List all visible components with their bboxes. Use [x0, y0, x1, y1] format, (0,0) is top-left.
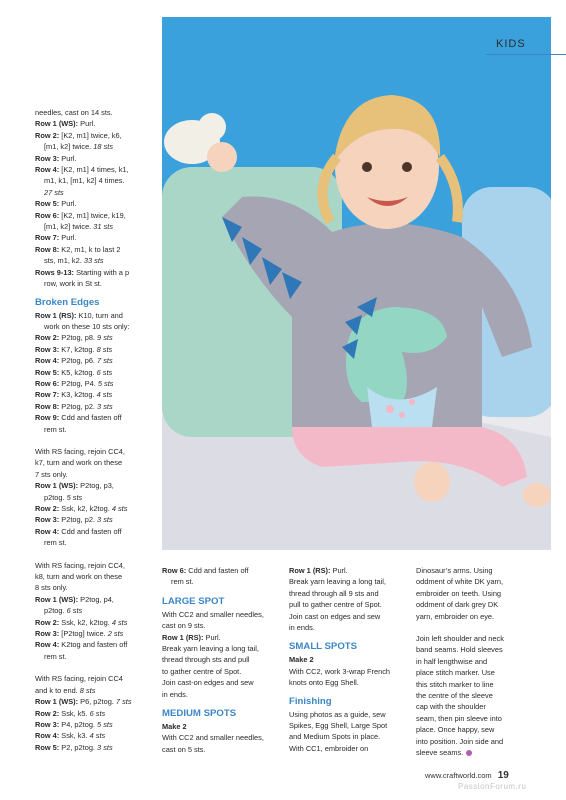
row-text: p2tog. — [44, 492, 67, 502]
row-text: and Medium Spots in place. — [289, 732, 381, 742]
row-label: Row 8: — [35, 244, 60, 254]
pattern-line — [35, 107, 155, 118]
row-text: P2tog, P4. — [59, 378, 98, 388]
stitch-count: 18 sts — [93, 142, 114, 152]
stitch-count: 4 sts — [111, 617, 128, 627]
pattern-line — [35, 457, 155, 468]
stitch-count: 8 sts — [79, 685, 96, 695]
row-text: sts, m1, k2. — [44, 256, 84, 266]
row-text: place stitch marker. Use — [416, 668, 495, 678]
pattern-line — [35, 401, 155, 412]
stitch-count: 27 sts — [44, 187, 64, 197]
sleeve-rows — [35, 107, 155, 290]
row-text: rem st. — [44, 538, 67, 548]
pattern-line — [35, 153, 155, 164]
row-text: K5, k2tog. — [59, 367, 97, 377]
medium-spots-continued — [289, 565, 411, 633]
row-text: 8 sts only. — [35, 583, 68, 593]
pattern-line — [35, 719, 155, 730]
pattern-line — [35, 332, 155, 343]
pattern-line — [35, 617, 155, 628]
medium-spots-instructions — [162, 721, 284, 755]
pattern-line — [35, 696, 155, 707]
pattern-line — [35, 175, 155, 186]
row-text: K7, k2tog. — [59, 344, 97, 354]
stitch-count: 6 sts — [89, 708, 106, 718]
row-text: P4, p2tog. — [59, 719, 98, 729]
page-footer — [425, 770, 509, 781]
pattern-line — [35, 651, 155, 662]
row-label: Row 4: — [35, 731, 60, 741]
pattern-line — [162, 732, 284, 743]
pattern-line — [35, 514, 155, 525]
pattern-line — [35, 582, 155, 593]
row-text: p2tog. — [44, 606, 67, 616]
row-label: Row 5: — [35, 742, 60, 752]
pattern-line — [35, 355, 155, 366]
row-text: oddment of dark grey DK — [416, 600, 499, 610]
pattern-line — [416, 565, 540, 576]
stitch-count: 33 sts — [83, 256, 104, 266]
row-text: cap with the shoulder — [416, 702, 486, 712]
pattern-line — [35, 571, 155, 582]
stitch-count: 4 sts — [96, 390, 113, 400]
stitch-count: 6 sts — [96, 367, 113, 377]
row-text: K10, turn and — [76, 310, 123, 320]
pattern-line — [35, 742, 155, 753]
pattern-line — [35, 278, 155, 289]
pattern-line — [162, 689, 284, 700]
finishing-continued — [416, 565, 540, 622]
row-text: Starting with a p — [74, 267, 130, 277]
row-label: Rows 9-13: — [35, 267, 75, 277]
pattern-line — [416, 576, 540, 587]
pattern-line — [35, 605, 155, 616]
row-label: Row 6: — [35, 210, 60, 220]
row-label: Row 2: — [35, 504, 60, 513]
pattern-line — [35, 344, 155, 355]
row-label: Row 1 (WS): — [35, 481, 79, 491]
row-text: Ssk, k5. — [59, 708, 90, 718]
pattern-line — [416, 701, 540, 712]
finishing-instructions — [289, 709, 411, 755]
row-text: m1, k1, [m1, k2] 4 times. — [44, 176, 125, 186]
row-text: 7 sts only. — [35, 469, 68, 479]
row-label: Row 3: — [35, 344, 60, 354]
row-text: P2tog, p4, — [78, 594, 114, 604]
pattern-line — [416, 667, 540, 678]
pattern-line — [416, 736, 540, 747]
pattern-line — [35, 730, 155, 741]
stitch-count: 5 sts — [66, 492, 83, 502]
row-text: Ssk, k2, k2tog. — [59, 504, 112, 513]
pattern-line — [416, 713, 540, 724]
row-text: knots onto Egg Shell. — [289, 678, 359, 688]
row-text: to gather centre of Spot. — [162, 666, 242, 676]
row-label: Row 6: — [35, 378, 60, 388]
row-text: Purl. — [59, 199, 77, 209]
pattern-line — [35, 221, 155, 232]
row-label: Row 1 (RS): — [162, 632, 204, 642]
pattern-line — [35, 310, 155, 321]
pattern-line — [289, 611, 411, 622]
row-label: Row 3: — [35, 515, 60, 525]
pattern-line — [35, 673, 155, 684]
stitch-count: 3 sts — [97, 515, 113, 525]
row-text: cast on 9 sts. — [162, 621, 206, 631]
row-label: Row 4: — [35, 165, 60, 175]
pattern-line — [416, 599, 540, 610]
pattern-line — [35, 130, 155, 141]
pattern-line — [35, 446, 155, 457]
pattern-line — [35, 255, 155, 266]
pattern-line — [289, 666, 411, 677]
row-text: pull to gather centre of Spot. — [289, 600, 382, 610]
row-text: [m1, k2] twice. — [44, 222, 94, 232]
pattern-line — [162, 643, 284, 654]
pattern-line — [35, 164, 155, 175]
row-label: Row 1 (WS): — [35, 119, 79, 129]
pattern-line — [35, 267, 155, 278]
row-label: Row 4: — [35, 356, 60, 366]
pattern-line — [35, 537, 155, 548]
stitch-count: 31 sts — [93, 222, 114, 232]
row-text: [P2tog] twice. — [59, 629, 108, 639]
row-label: Row 4: — [35, 640, 60, 650]
pattern-line — [416, 747, 540, 758]
pattern-line — [35, 594, 155, 605]
pattern-line — [289, 720, 411, 731]
making-up-instructions — [416, 633, 540, 758]
row-text: Break yarn leaving a long tail, — [289, 577, 386, 587]
row-text: With RS facing, rejoin CC4, — [35, 560, 125, 570]
section-tab-label: KIDS — [496, 38, 526, 50]
row-label: Row 7: — [35, 233, 60, 243]
row-label: Row 4: — [35, 526, 60, 536]
medium-spots-heading: MEDIUM SPOTS — [162, 708, 237, 720]
row-text: rem st. — [44, 424, 67, 434]
pattern-line — [416, 633, 540, 644]
pattern-line — [35, 378, 155, 389]
broken-edges-section-2 — [35, 446, 155, 549]
pattern-line — [162, 609, 284, 620]
stitch-count: 2 sts — [107, 629, 124, 639]
row-text: Cdd and fasten off — [59, 526, 122, 536]
row-text: sleeve seams. — [416, 748, 464, 758]
row-text: into position. Join side and — [416, 736, 504, 746]
row-text: and k to end. — [35, 685, 80, 695]
pattern-line — [35, 492, 155, 503]
row-text: [K2, m1] twice, k6, — [59, 130, 122, 140]
row-text: Purl. — [59, 153, 77, 163]
row-text: P2tog, p3, — [78, 481, 114, 491]
pattern-line — [35, 187, 155, 198]
row-text: [m1, k2] twice. — [44, 142, 94, 152]
row-text: With RS facing, rejoin CC4 — [35, 674, 123, 684]
stitch-count: 3 sts — [97, 742, 113, 752]
row-text: in half lengthwise and — [416, 656, 488, 666]
pattern-line — [162, 576, 284, 587]
row-text: [K2, m1] 4 times, k1, — [59, 165, 129, 175]
pattern-line — [289, 709, 411, 720]
row-label: Row 3: — [35, 629, 60, 639]
pattern-line — [289, 677, 411, 688]
large-spot-instructions — [162, 609, 284, 700]
row-text: Purl. — [330, 566, 348, 575]
stitch-count: 6 sts — [66, 606, 83, 616]
row-text: P2tog, p8. — [59, 333, 98, 343]
pattern-line — [162, 721, 284, 732]
row-label: Row 8: — [35, 401, 60, 411]
stitch-count: 5 sts — [97, 719, 113, 729]
row-text: Join cast-on edges and sew — [162, 678, 254, 688]
stitch-count: 7 sts — [97, 356, 113, 366]
row-label: Row 1 (RS): — [289, 566, 331, 575]
row-text: thread through sts and pull — [162, 655, 250, 665]
row-text: K2tog and fasten off — [59, 640, 128, 650]
pattern-column-4 — [416, 565, 540, 759]
row-text: Join left shoulder and neck — [416, 634, 504, 644]
row-text: Break yarn leaving a long tail, — [162, 644, 259, 654]
row-text: band seams. Hold sleeves — [416, 645, 503, 655]
row-text: the centre of the sleeve — [416, 691, 493, 701]
broken-edges-section-3 — [35, 560, 155, 663]
row-text: Purl. — [203, 632, 221, 642]
row-text: work on these 10 sts only: — [44, 321, 130, 331]
broken-edges-rows — [35, 310, 155, 435]
pattern-line — [162, 666, 284, 677]
pattern-line — [289, 622, 411, 633]
row-text: place. Once happy, sew — [416, 725, 495, 735]
row-text: K2, m1, k to last 2 — [59, 244, 121, 254]
row-label: Row 2: — [35, 708, 60, 718]
row-text: cast on 5 sts. — [162, 744, 206, 754]
row-text: oddment of white DK yarn, — [416, 577, 504, 587]
pattern-line — [35, 628, 155, 639]
row-text: in ends. — [289, 623, 315, 633]
section-tab-rule — [486, 54, 566, 55]
row-label: Row 6: — [162, 566, 187, 575]
pattern-line — [35, 526, 155, 537]
pattern-line — [35, 503, 155, 514]
pattern-line — [35, 389, 155, 400]
pattern-line — [35, 560, 155, 571]
row-text: P2tog, p2. — [59, 515, 98, 525]
pattern-line — [416, 656, 540, 667]
row-text: With CC2 and smaller needles, — [162, 609, 264, 619]
pattern-line — [289, 599, 411, 610]
row-label: Row 3: — [35, 719, 60, 729]
large-spot-heading: LARGE SPOT — [162, 595, 225, 607]
row-text: Spikes, Egg Shell, Large Spot — [289, 721, 388, 731]
row-label: Row 2: — [35, 333, 60, 343]
pattern-line — [416, 724, 540, 735]
stitch-count: 9 sts — [97, 333, 113, 343]
row-text: With CC2, work 3-wrap French — [289, 666, 391, 676]
stitch-count: 5 sts — [97, 378, 114, 388]
pattern-line — [162, 565, 284, 576]
end-of-pattern-dot — [466, 750, 472, 756]
pattern-line — [35, 232, 155, 243]
small-spots-instructions — [289, 654, 411, 688]
pattern-line — [162, 677, 284, 688]
row-label: Row 2: — [35, 617, 60, 627]
row-text: seam, then pin sleeve into — [416, 713, 502, 723]
stitch-count: 7 sts — [115, 697, 132, 707]
row-label: Row 9: — [35, 413, 60, 423]
pattern-line — [289, 576, 411, 587]
row-text: P2tog, p6. — [59, 356, 98, 366]
row-text: Purl. — [59, 233, 77, 243]
pattern-line — [35, 685, 155, 696]
row-text: needles, cast on 14 sts. — [35, 108, 113, 117]
footer-website: www.craftworld.com — [425, 771, 492, 780]
row-text: k7, turn and work on these — [35, 458, 123, 468]
row-label: Row 2: — [35, 130, 60, 140]
row-text: With CC2 and smaller needles, — [162, 733, 264, 743]
row-text: k8, turn and work on these — [35, 572, 123, 582]
stitch-count: 4 sts — [89, 731, 106, 741]
hero-photo — [162, 17, 551, 550]
pattern-line — [35, 412, 155, 423]
row-label: Row 3: — [35, 153, 60, 163]
broken-edges-heading: Broken Edges — [35, 296, 100, 308]
row-text: P2tog, p2. — [59, 401, 98, 411]
finishing-heading: Finishing — [289, 695, 332, 707]
section-tab — [486, 36, 566, 60]
row-text: embroider on teeth. Using — [416, 588, 502, 598]
row-text: With RS facing, rejoin CC4, — [35, 446, 125, 456]
row-label: Row 5: — [35, 199, 60, 209]
pattern-line — [416, 644, 540, 655]
pattern-column-3 — [289, 565, 411, 754]
row-text: rem st. — [44, 651, 67, 661]
pattern-line — [35, 141, 155, 152]
pattern-line — [35, 321, 155, 332]
pattern-line — [35, 639, 155, 650]
row-label: Make 2 — [289, 655, 314, 665]
pattern-line — [162, 620, 284, 631]
pattern-line — [416, 690, 540, 701]
stitch-count: 8 sts — [96, 344, 113, 354]
pattern-line — [35, 118, 155, 129]
row-label: Row 5: — [35, 367, 60, 377]
pattern-line — [35, 244, 155, 255]
row-text: P2, p2tog. — [59, 742, 98, 752]
pattern-column-1 — [35, 107, 155, 753]
pattern-line — [289, 588, 411, 599]
pattern-line — [35, 367, 155, 378]
row-text: Ssk, k3. — [59, 731, 90, 741]
broken-edges-final-row — [162, 565, 284, 588]
pattern-line — [35, 210, 155, 221]
pattern-line — [35, 708, 155, 719]
row-label: Row 1 (WS): — [35, 594, 79, 604]
row-text: Cdd and fasten off — [59, 413, 122, 423]
stitch-count: 4 sts — [111, 504, 128, 513]
row-text: this stitch marker to line — [416, 679, 494, 689]
watermark: PassionForum.ru — [458, 782, 527, 791]
row-text: thread through all 9 sts and — [289, 588, 379, 598]
stitch-count: 3 sts — [97, 401, 113, 411]
row-label: Make 2 — [162, 722, 187, 732]
row-label: Row 7: — [35, 390, 60, 400]
pattern-line — [416, 611, 540, 622]
row-text: rem st. — [171, 577, 194, 587]
pattern-column-2 — [162, 565, 284, 755]
row-text: Ssk, k2, k2tog. — [59, 617, 112, 627]
pattern-line — [289, 654, 411, 665]
row-text: Cdd and fasten off — [186, 566, 249, 575]
row-text: in ends. — [162, 689, 188, 699]
row-label: Row 1 (RS): — [35, 310, 77, 320]
pattern-line — [35, 480, 155, 491]
pattern-line — [162, 632, 284, 643]
row-text: Purl. — [78, 119, 96, 129]
child-with-dinosaur-jumper-image — [162, 17, 551, 550]
row-text: Dinosaur’s arms. Using — [416, 566, 493, 575]
row-label: Row 1 (WS): — [35, 697, 79, 707]
pattern-line — [289, 731, 411, 742]
row-text: Using photos as a guide, sew — [289, 709, 386, 719]
row-text: [K2, m1] twice, k19, — [59, 210, 126, 220]
page-number: 19 — [497, 770, 509, 781]
pattern-line — [416, 679, 540, 690]
pattern-line — [35, 424, 155, 435]
row-text: P6, p2tog. — [78, 697, 116, 707]
pattern-line — [289, 565, 411, 576]
row-text: Join cast on edges and sew — [289, 611, 381, 621]
row-text: With CC1, embroider on — [289, 743, 369, 753]
pattern-line — [35, 198, 155, 209]
pattern-line — [35, 469, 155, 480]
row-text: yarn, embroider on eye. — [416, 611, 495, 621]
pattern-line — [162, 744, 284, 755]
pattern-line — [289, 743, 411, 754]
row-text: K3, k2tog. — [59, 390, 97, 400]
pattern-line — [416, 588, 540, 599]
broken-edges-section-4 — [35, 673, 155, 753]
row-text: row, work in St st. — [44, 279, 102, 289]
small-spots-heading: SMALL SPOTS — [289, 641, 358, 653]
pattern-line — [162, 654, 284, 665]
